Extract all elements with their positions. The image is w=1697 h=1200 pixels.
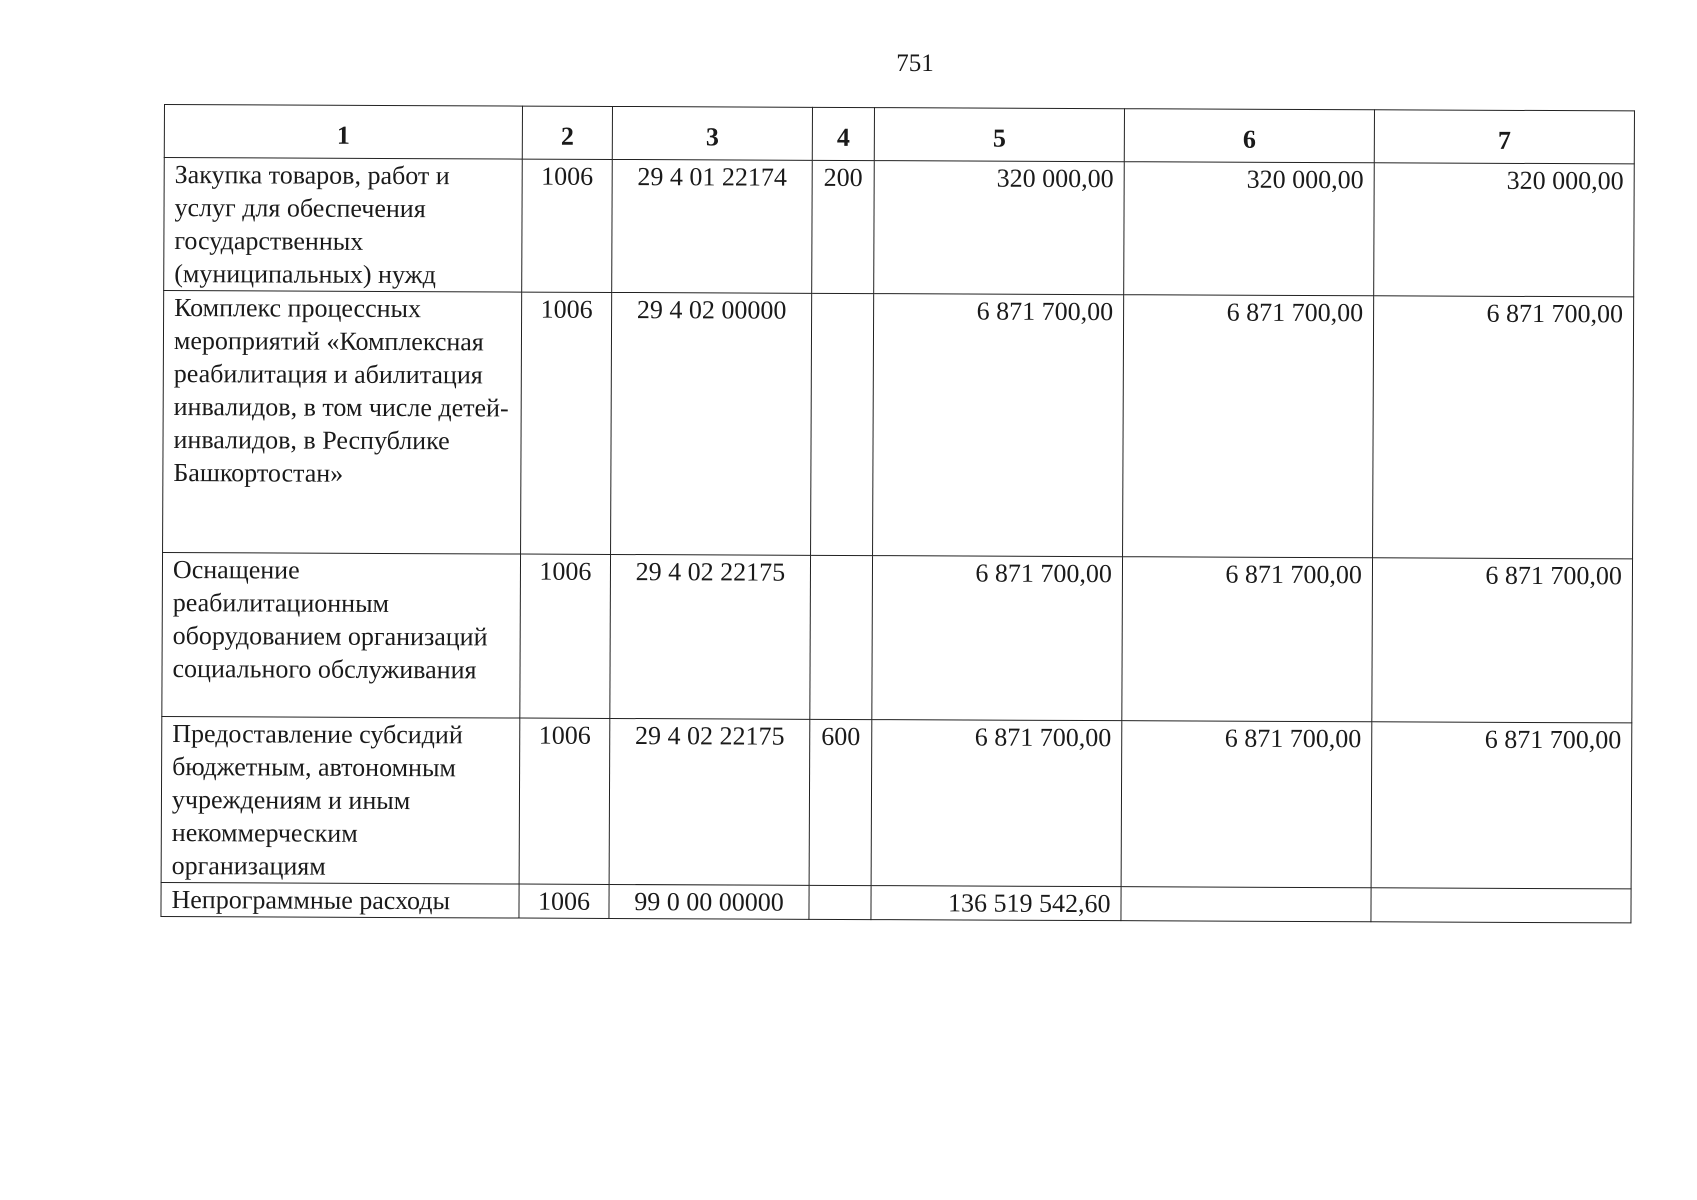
page-number: 751 [896, 50, 934, 77]
row-code: 99 0 00 00000 [609, 884, 809, 919]
row-value-5: 6 871 700,00 [871, 720, 1122, 887]
column-header-6: 6 [1124, 109, 1374, 163]
row-value-5: 320 000,00 [874, 161, 1125, 295]
row-code: 29 4 02 22175 [609, 718, 810, 885]
row-type: 600 [809, 719, 872, 885]
table-row [162, 552, 1633, 722]
row-type [810, 555, 873, 719]
row-type [811, 293, 874, 555]
column-header-5: 5 [874, 108, 1124, 162]
table-row [161, 882, 1631, 922]
row-value-7: 320 000,00 [1374, 163, 1635, 297]
row-code: 29 4 01 22174 [612, 159, 813, 293]
row-section: 1006 [519, 718, 610, 884]
row-name: Предоставление субсидий бюджетным, автономным учреждениям и иным некоммерческим организациям [161, 716, 520, 884]
row-value-7: 6 871 700,00 [1373, 296, 1634, 559]
row-value-7: 6 871 700,00 [1372, 558, 1633, 723]
row-type: 200 [812, 160, 875, 293]
row-value-6: 6 871 700,00 [1122, 557, 1373, 722]
row-value-6 [1121, 887, 1371, 922]
table-row [164, 158, 1635, 297]
row-value-6: 6 871 700,00 [1121, 721, 1372, 888]
row-code: 29 4 02 22175 [610, 554, 811, 719]
row-section: 1006 [519, 884, 609, 918]
column-header-1: 1 [164, 105, 522, 160]
row-name: Непрограммные расходы [161, 882, 519, 918]
table-row [163, 291, 1634, 559]
row-section: 1006 [520, 554, 611, 718]
row-value-6: 320 000,00 [1124, 162, 1375, 296]
table-row [161, 716, 1632, 888]
row-type [809, 885, 871, 919]
row-value-5: 6 871 700,00 [873, 294, 1124, 557]
row-name: Комплекс процессных мероприятий «Комплексная реабилитация и абилитация инвалидов, в том числе детей-инвалидов, в Республике Башкортостан» [163, 291, 522, 555]
column-header-7: 7 [1374, 110, 1634, 164]
row-value-5: 6 871 700,00 [872, 556, 1123, 721]
row-value-7: 6 871 700,00 [1371, 722, 1632, 889]
row-section: 1006 [522, 159, 613, 292]
column-header-2: 2 [522, 106, 612, 159]
row-section: 1006 [521, 292, 612, 554]
header-row [164, 105, 1634, 164]
row-code: 29 4 02 00000 [611, 292, 812, 555]
row-value-7 [1371, 888, 1631, 923]
column-header-4: 4 [812, 107, 874, 160]
row-value-6: 6 871 700,00 [1123, 295, 1374, 558]
row-name: Закупка товаров, работ и услуг для обеспечения государственных (муниципальных) нужд [164, 158, 523, 293]
row-name: Оснащение реабилитационным оборудованием организаций социального обслуживания [162, 552, 521, 718]
row-value-5: 136 519 542,60 [871, 886, 1121, 921]
column-header-3: 3 [612, 106, 812, 160]
budget-table [160, 104, 1635, 923]
